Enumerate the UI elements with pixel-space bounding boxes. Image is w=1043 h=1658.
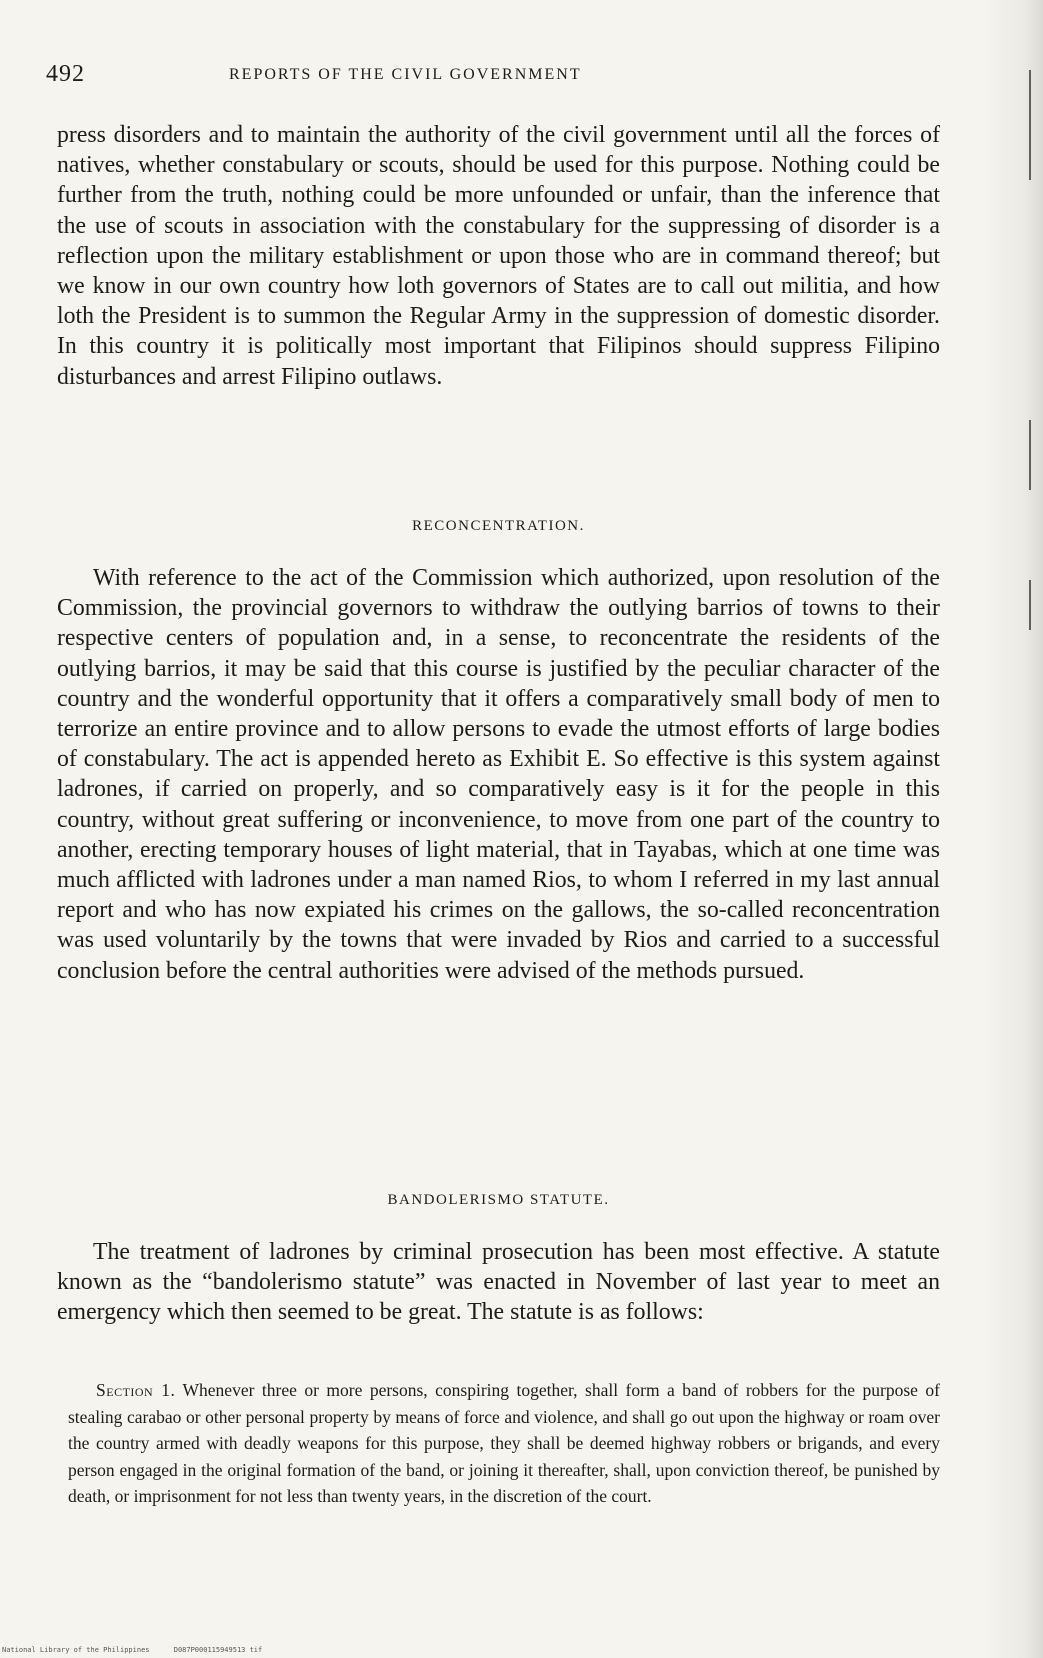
margin-mark [1029,420,1031,490]
margin-mark [1029,70,1031,180]
margin-mark [1029,580,1031,630]
footer-library: National Library of the Philippines [2,1646,150,1654]
statute-text: Whenever three or more persons, conspiring together, shall form a band of robbers for the purpose of stealing carabao or other personal property by means of force and violence, and shall go out upon the highway or roam over the country armed with deadly weapons for this purpose, they shall be deemed highway robbers or brigands, and every person engaged in the original formation of the band, or joining it thereafter, shall, upon conviction thereof, be punished by death, or imprisonment for not less than twenty years, in the discretion of the court. [68,1380,941,1506]
section-label: Section 1. [96,1380,176,1400]
running-head: REPORTS OF THE CIVIL GOVERNMENT [229,66,582,83]
paragraph-reconcentration: With reference to the act of the Commission which authorized, upon resolution of the Commission, the provincial governors to withdraw the outlying barrios of towns to their respective centers of population and, in a sense, to reconcentrate the residents of the outlying barrios, it may be said that this course is justified by the peculiar character of the country and the wonderful opportunity that it offers a comparatively small body of men to terrorize an entire province and to allow persons to evade the utmost efforts of large bodies of constabulary. The act is appended hereto as Exhibit E. So effective is this system against ladrones, if carried on properly, and so comparatively easy is it for the people in this country, without great suffering or inconvenience, to move from one part of the country to another, erecting temporary houses of light material, that in Tayabas, which at one time was much afflicted with ladrones under a man named Rios, to whom I referred in my last annual report and who has now expiated his crimes on the gallows, the so-called reconcentration was used voluntarily by the towns that were invaded by Rios and carried to a successful conclusion before the central authorities were advised of the methods pursued. [57,565,940,984]
section-heading-bandolerismo: BANDOLERISMO STATUTE. [387,1192,610,1208]
statute-quote [68,1377,940,1510]
page-edge-shadow [983,0,1043,1658]
paragraph-bandolerismo: The treatment of ladrones by criminal prosecution has been most effective. A statute known as the “bandolerismo statute” was enacted in November of last year to meet an emergency which then seemed to be great. The statute is as follows: [57,1239,940,1326]
scan-footer [2,1646,282,1654]
section-heading-reconcentration: RECONCENTRATION. [412,518,585,534]
footer-file-id: D087P000115949513 tif [173,1646,263,1654]
paragraph-continued: press disorders and to maintain the authority of the civil government until all the forces of natives, whether constabulary or scouts, should be used for this purpose. Nothing could be further from the truth, nothing could be more unfounded or unfair, than the inference that the use of scouts in association with the constabulary for the suppressing of disorder is a reflection upon the military establishment or upon those who are in command thereof; but we know in our own country how loth governors of States are to call out militia, and how loth the President is to summon the Regular Army in the suppression of domestic disorder. In this country it is politically most important that Filipinos should suppress Filipino disturbances and arrest Filipino outlaws. [57,122,940,390]
page-number: 492 [46,61,85,87]
